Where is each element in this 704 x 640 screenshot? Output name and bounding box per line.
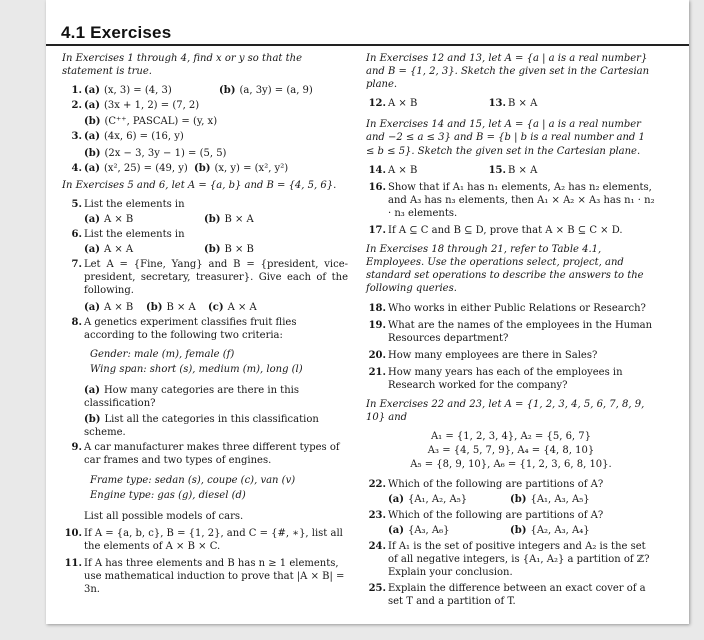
exercise-24: 24. If A₁ is the set of positive integers and A₂ is the set of all negative integers, is {A₁, A₂} a partition of ℤ? Explain your conclusion.: [368, 540, 650, 579]
exercise-intro: In Exercises 12 and 13, let A = {a | a is a real number} and B = {1, 2, 3}. Sketch the given set in the Cartesian plane.: [366, 53, 650, 91]
left-column: [62, 52, 348, 598]
exercise-1: 1. (a) (x, 3) = (4, 3) (b) (a, 3y) = (a, 9): [62, 84, 348, 97]
exercise-12: 12. A × B: [368, 98, 418, 110]
exercise-7: 7. Let A = {Fine, Yang} and B = {president, vice-president, secretary, treasurer}. Give each of the following. (a) A × B (b) B × A (c) A × A: [62, 258, 348, 313]
exercise-2: 2. (a) (3x + 1, 2) = (7, 2) (b) (C⁺⁺, PASCAL) = (y, x): [62, 99, 348, 128]
exercise-20: 20. How many employees are there in Sales?: [368, 349, 598, 361]
section-title: 4.1 Exercises: [61, 23, 172, 42]
exercise-3: 3. (a) (4x, 6) = (16, y) (b) (2x − 3, 3y − 1) = (5, 5): [62, 130, 348, 159]
exercise-number: 2.: [71, 100, 82, 112]
exercise-15: 15. B × A: [488, 164, 538, 176]
exercise-5: 5. List the elements in (a) A × B (b) B × A: [62, 198, 348, 226]
header-rule: [46, 44, 689, 46]
exercise-intro: In Exercises 5 and 6, let A = {a, b} and B = {4, 5, 6}.: [62, 179, 337, 191]
exercise-number: 11.: [64, 558, 82, 569]
exercises-14-15: [366, 164, 656, 179]
exercise-intro: In Exercises 22 and 23, let A = {1, 2, 3, 4, 5, 6, 7, 8, 9, 10} and: [366, 399, 645, 424]
exercise-8: 8. A genetics experiment classifies fruit flies according to the following two criteria: Gender: male (m), female (f) Wing span: short (s), medium (m), long (l) (a) How many categories are there in this classification? (b) List all the categories in this classification scheme.: [62, 316, 348, 440]
exercise-10: 10. If A = {a, b, c}, B = {1, 2}, and C = {#, ∗}, list all the elements of A × B × C.: [62, 527, 348, 553]
exercise-13: 13. B × A: [488, 98, 538, 110]
exercise-23: 23. Which of the following are partitions of A? (a) {A₃, A₆} (b) {A₂, A₃, A₄}: [368, 509, 604, 536]
exercise-21: 21. How many years has each of the employees in Research worked for the company?: [368, 366, 623, 391]
exercise-19: 19. What are the names of the employees in the Human Resources department?: [368, 319, 653, 344]
exercise-11: 11. If A has three elements and B has n ≥ 1 elements, use mathematical induction to prove that |A × B| = 3n.: [62, 557, 348, 596]
exercise-number: 3.: [71, 131, 82, 143]
exercise-number: 4.: [71, 162, 82, 174]
exercise-number: 10.: [64, 527, 82, 539]
exercise-14: 14. A × B: [368, 164, 418, 176]
textbook-page: [46, 0, 689, 624]
exercise-6: 6. List the elements in (a) A × A (b) B × B: [62, 228, 348, 256]
exercise-25: 25. Explain the difference between an exact cover of a set T and a partition of T.: [368, 583, 646, 608]
exercise-16: 16. Show that if A₁ has n₁ elements, A₂ has n₂ elements, and A₃ has n₃ elements, then A₁ × A₂ × A₃ has n₁ · n₂ · n₃ elements.: [368, 181, 655, 219]
exercise-number: 5.: [71, 198, 82, 210]
exercise-4: 4. (a) (x², 25) = (49, y) (b) (x, y) = (x², y²): [62, 162, 348, 175]
exercise-intro: In Exercises 18 through 21, refer to Table 4.1, Employees. Use the operations select, project, and standard set operations to describe the answers to the following queries.: [366, 244, 644, 295]
exercise-number: 1.: [71, 85, 82, 97]
exercise-18: 18. Who works in either Public Relations or Research?: [368, 302, 646, 314]
exercise-9: 9. A car manufacturer makes three different types of car frames and two types of engines. Frame type: sedan (s), coupe (c), van (v) Engine type: gas (g), diesel (d) List all possible models of cars.: [62, 441, 348, 522]
exercise-intro: In Exercises 1 through 4, find x or y so that the statement is true.: [62, 53, 302, 78]
section-header: [46, 0, 689, 47]
exercise-number: 9.: [71, 442, 82, 454]
exercise-number: 8.: [71, 316, 82, 328]
right-column: [366, 52, 656, 610]
exercise-22: 22. Which of the following are partitions of A? (a) {A₁, A₂, A₅} (b) {A₁, A₃, A₅}: [368, 478, 604, 505]
exercise-number: 7.: [71, 259, 82, 271]
exercise-number: 6.: [71, 229, 82, 241]
exercise-17: 17. If A ⊆ C and B ⊆ D, prove that A × B ⊆ C × D.: [368, 225, 623, 237]
exercise-intro: In Exercises 14 and 15, let A = {a | a is a real number and −2 ≤ a ≤ 3} and B = {b | b is a real number and 1 ≤ b ≤ 5}. Sketch the given set in the Cartesian plane.: [366, 119, 645, 157]
set-definitions: A₁ = {1, 2, 3, 4}, A₂ = {5, 6, 7} A₃ = {4, 5, 7, 9}, A₄ = {4, 8, 10} A₅ = {8, 9, 10}, A₆ = {1, 2, 3, 6, 8, 10}.: [410, 431, 612, 471]
exercises-12-13: [366, 97, 656, 112]
